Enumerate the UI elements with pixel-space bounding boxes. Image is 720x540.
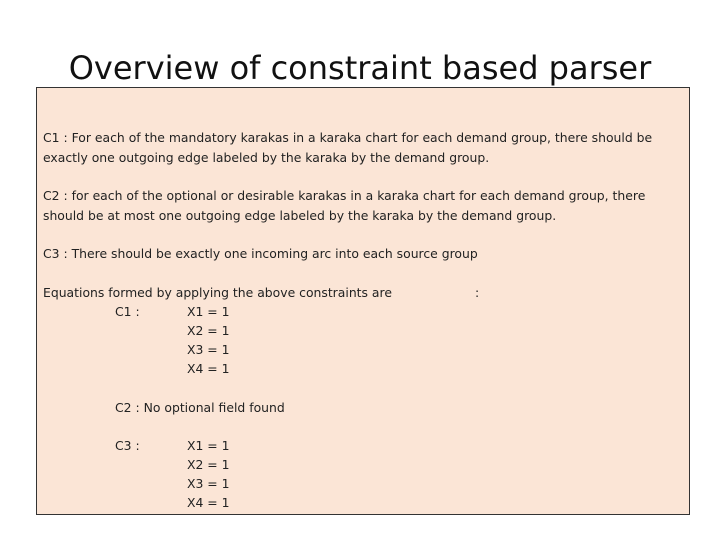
c1-label: C1 : xyxy=(115,304,140,319)
slide-title: Overview of constraint based parser xyxy=(68,49,652,87)
constraint-c3-line-1: C3 : There should be exactly one incoming arc into each source group xyxy=(43,246,478,261)
equations-intro-colon: : xyxy=(475,285,480,300)
c3-equation: X1 = 1 xyxy=(187,438,230,453)
constraint-c1-line-2: exactly one outgoing edge labeled by the karaka by the demand group. xyxy=(43,150,490,165)
content-box xyxy=(36,87,690,515)
c3-label: C3 : xyxy=(115,438,140,453)
c3-equation: X4 = 1 xyxy=(187,495,230,510)
c3-equation: X3 = 1 xyxy=(187,476,230,491)
c3-equation: X2 = 1 xyxy=(187,457,230,472)
c1-equation: X4 = 1 xyxy=(187,361,230,376)
c1-equation: X3 = 1 xyxy=(187,342,230,357)
equations-intro: Equations formed by applying the above constraints are xyxy=(43,285,392,300)
constraint-c2-line-1: C2 : for each of the optional or desirable karakas in a karaka chart for each demand group, there xyxy=(43,188,646,203)
c1-equation: X1 = 1 xyxy=(187,304,230,319)
c1-equation: X2 = 1 xyxy=(187,323,230,338)
constraint-c1-line-1: C1 : For each of the mandatory karakas in a karaka chart for each demand group, there should be xyxy=(43,130,653,145)
constraint-c2-line-2: should be at most one outgoing edge labeled by the karaka by the demand group. xyxy=(43,208,557,223)
c2-result: C2 : No optional field found xyxy=(115,400,285,415)
